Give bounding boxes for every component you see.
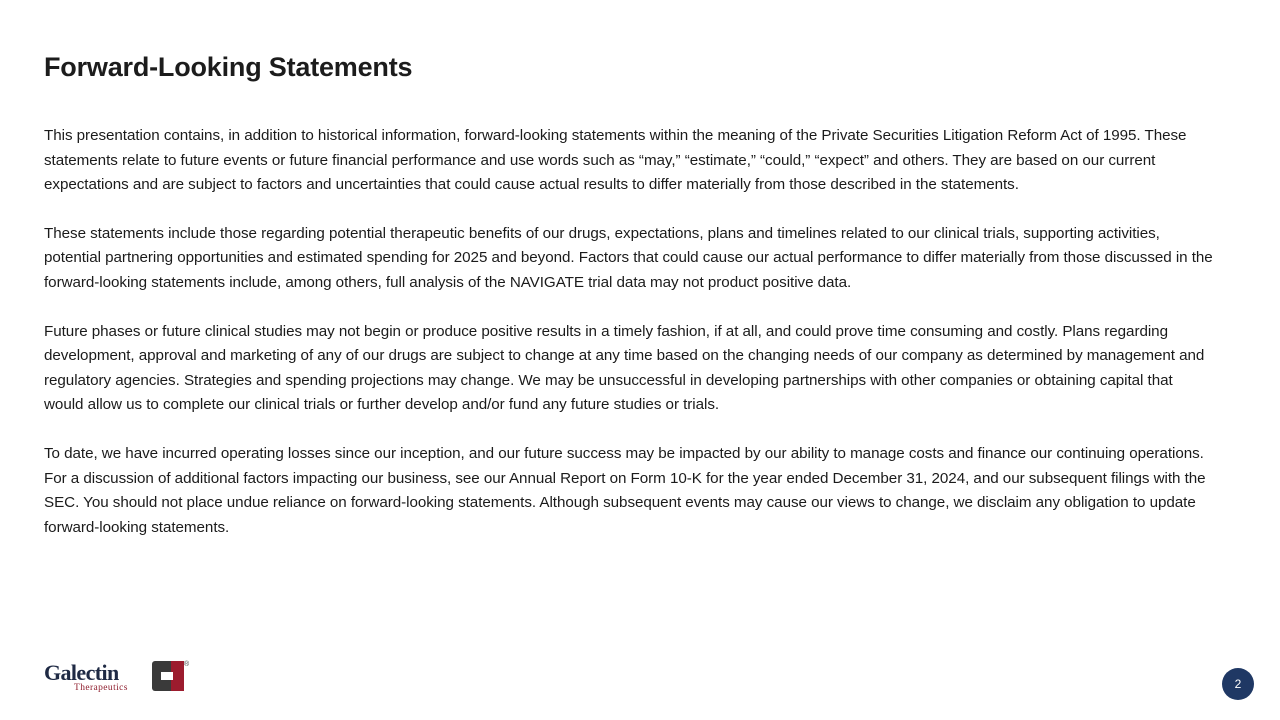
top-edge-rule bbox=[0, 0, 1280, 3]
paragraph-3: Future phases or future clinical studies may not begin or produce positive results in a timely fashion, if at all, and could prove time consuming and costly. Plans regarding development, approval and marketing of any of our drugs are subject to change at any time based on the changing needs of our company as determined by management and regulatory agencies. Strategies and spending projections may change. We may be unsuccessful in developing partnerships with other companies or obtaining capital that would allow us to complete our clinical trials or further develop and/or fund any future studies or trials. bbox=[44, 322, 1205, 414]
registered-trademark-icon: ® bbox=[184, 661, 190, 668]
company-logo bbox=[44, 660, 194, 698]
logo-g-mark-icon bbox=[152, 661, 188, 691]
page-number-badge: 2 bbox=[1222, 668, 1254, 700]
logo-mark-notch bbox=[161, 672, 173, 680]
body-text-block bbox=[44, 124, 1216, 540]
paragraph-2: These statements include those regarding potential therapeutic benefits of our drugs, expectations, plans and timelines related to our clinical trials, supporting activities, potential partnering opportunities and estimated spending for 2025 and beyond. Factors that could cause our actual performance to differ materially from those discussed in the forward-looking statements include, among others, full analysis of the NAVIGATE trial data may not product positive data. bbox=[44, 224, 1213, 291]
logo-wordmark: Galectin bbox=[44, 660, 119, 685]
logo-subtitle: Therapeutics bbox=[74, 683, 128, 693]
paragraph-1: This presentation contains, in addition to historical information, forward-looking statements within the meaning of the Private Securities Litigation Reform Act of 1995. These statements relate to future events or future financial performance and use words such as “may,” “estimate,” “could,” “expect” and others. They are based on our current expectations and are subject to factors and uncertainties that could cause actual results to differ materially from those described in the statements. bbox=[44, 127, 1187, 194]
paragraph-4: To date, we have incurred operating losses since our inception, and our future success may be impacted by our ability to manage costs and finance our continuing operations. For a discussion of additional factors impacting our business, see our Annual Report on Form 10-K for the year ended December 31, 2024, and our subsequent filings with the SEC. You should not place undue reliance on forward-looking statements. Although subsequent events may cause our views to change, we disclaim any obligation to update forward-looking statements. bbox=[44, 444, 1206, 536]
page-title: Forward-Looking Statements bbox=[44, 52, 413, 82]
